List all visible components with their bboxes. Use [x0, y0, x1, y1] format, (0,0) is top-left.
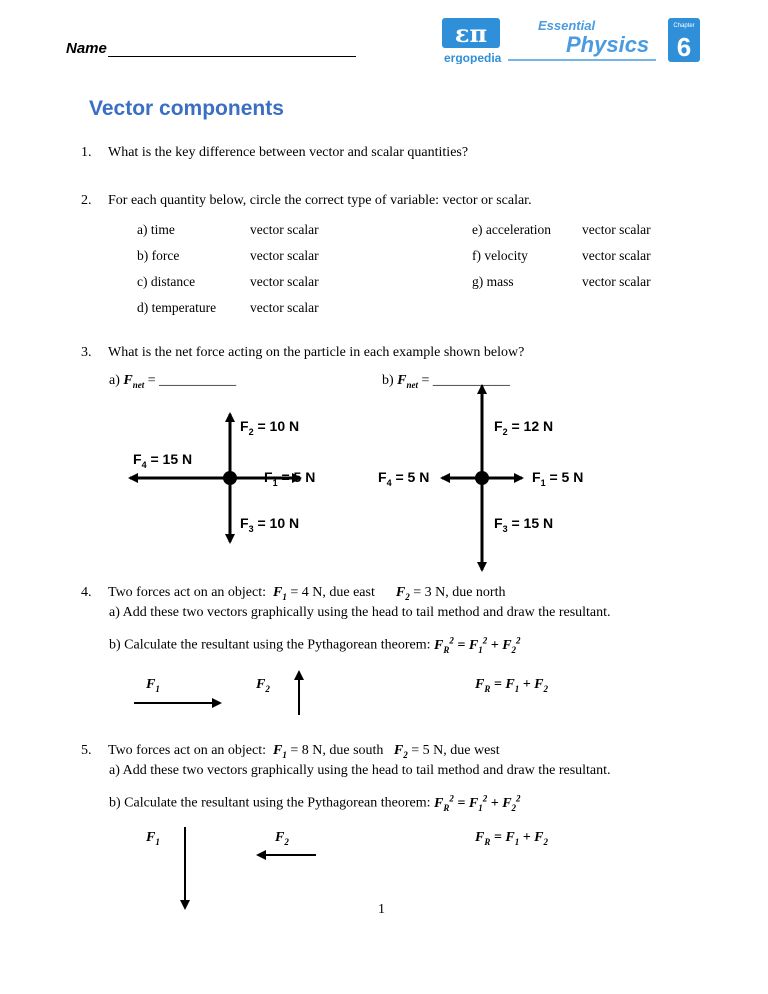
q3a-answer — [109, 373, 236, 390]
f1-description: = 4 N, due east — [290, 585, 375, 600]
q4-part-b: b) Calculate the resultant using the Pythagorean theorem: $F_R^2 = F_1^2 + F_2^2$ — [109, 635, 521, 655]
choice-g[interactable]: vector scalar — [582, 274, 651, 289]
question-5 — [81, 743, 500, 760]
label-f4-b: $F_4 = 5$ N — [378, 469, 430, 488]
choice-b[interactable]: vector scalar — [250, 248, 319, 263]
svg-text:επ: επ — [454, 19, 488, 48]
part-label: a) — [109, 373, 120, 388]
fnet-symbol: $F_{net}$ — [397, 373, 419, 390]
label-f3-b: $F_3 = 15$ N — [494, 515, 554, 534]
item-f: f) velocity — [472, 248, 528, 263]
item-g: g) mass — [472, 274, 514, 289]
label-f3-a: $F_3 = 10$ N — [240, 515, 300, 534]
svg-text:Physics: Physics — [566, 32, 650, 57]
q5-part-a: a) Add these two vectors graphically using the head to tail method and draw the resultant. — [109, 763, 611, 778]
q4-vectors — [130, 660, 330, 720]
item-d: d) temperature — [137, 300, 217, 315]
svg-text:Chapter: Chapter — [673, 23, 695, 29]
choice-e[interactable]: vector scalar — [582, 222, 651, 237]
question-number: 1. — [81, 145, 92, 160]
q5-f1-label: $F_1$ — [146, 830, 160, 847]
ergopedia-logo — [440, 16, 702, 64]
f1-description: = 8 N, due south — [290, 743, 384, 758]
label-f1-a: $F_1 = 5$ N — [264, 469, 316, 488]
question-2 — [81, 193, 532, 209]
svg-text:ergopedia: ergopedia — [444, 51, 502, 64]
q4-fr-label: $F_R = F_1 + F_2$ — [475, 677, 549, 694]
question-text: What is the key difference between vector and scalar quantities? — [108, 145, 469, 160]
f1-symbol: $F_1$ — [273, 585, 287, 602]
q4-f2-label: $F_2$ — [256, 677, 270, 694]
pythagorean-formula: $F_R^2 = F_1^2 + F_2^2$ — [434, 635, 521, 655]
question-number: 2. — [81, 193, 92, 208]
q5-vectors — [170, 820, 330, 915]
item-a: a) time — [137, 222, 175, 237]
f2-symbol: $F_2$ — [395, 585, 410, 602]
f2-description: = 5 N, due west — [411, 743, 500, 758]
page-number: 1 — [378, 902, 385, 917]
q5-f2-label: $F_2$ — [275, 830, 289, 847]
choice-f[interactable]: vector scalar — [582, 248, 651, 263]
svg-text:Essential: Essential — [538, 18, 596, 33]
q5-part-b: b) Calculate the resultant using the Pythagorean theorem: $F_R^2 = F_1^2 + F_2^2$ — [109, 793, 521, 813]
question-text: What is the net force acting on the particle in each example shown below? — [108, 345, 525, 360]
label-f2-a: $F_2 = 10$ N — [240, 418, 300, 437]
question-3 — [81, 345, 524, 361]
f1-symbol: $F_1$ — [273, 743, 287, 760]
q4-part-a: a) Add these two vectors graphically using the head to tail method and draw the resultant. — [109, 605, 611, 620]
q4-f1-label: $F_1$ — [146, 677, 160, 694]
choice-c[interactable]: vector scalar — [250, 274, 319, 289]
label-f1-b: $F_1 = 5$ N — [532, 469, 584, 488]
f2-description: = 3 N, due north — [413, 585, 506, 600]
choice-a[interactable]: vector scalar — [250, 222, 319, 237]
f2-symbol: $F_2$ — [393, 743, 408, 760]
answer-blank[interactable]: = ___________ — [147, 373, 237, 388]
name-label: Name — [66, 40, 107, 57]
particle — [475, 471, 489, 485]
question-number: 5. — [81, 743, 92, 758]
fnet-symbol: $F_{net}$ — [123, 373, 145, 390]
label-f4-a: $F_4 = 15$ N — [133, 451, 193, 470]
item-c: c) distance — [137, 274, 196, 289]
part-label: b) — [382, 373, 394, 388]
question-1 — [81, 145, 468, 161]
question-number: 3. — [81, 345, 92, 360]
question-text: For each quantity below, circle the correct type of variable: vector or scalar. — [108, 193, 532, 208]
question-intro: Two forces act on an object: — [108, 585, 267, 600]
q5-fr-label: $F_R = F_1 + F_2$ — [475, 830, 549, 847]
question-intro: Two forces act on an object: — [108, 743, 267, 758]
question-number: 4. — [81, 585, 92, 600]
page-title: Vector components — [89, 97, 284, 120]
answer-blank[interactable]: = ___________ — [421, 373, 510, 388]
question-4 — [81, 585, 505, 602]
name-blank-line — [108, 56, 356, 57]
choice-d[interactable]: vector scalar — [250, 300, 319, 315]
particle — [223, 471, 237, 485]
label-f2-b: $F_2 = 12$ N — [494, 418, 554, 437]
pythagorean-formula: $F_R^2 = F_1^2 + F_2^2$ — [434, 793, 521, 813]
svg-text:6: 6 — [676, 32, 692, 62]
item-b: b) force — [137, 248, 180, 263]
item-e: e) acceleration — [472, 222, 552, 237]
